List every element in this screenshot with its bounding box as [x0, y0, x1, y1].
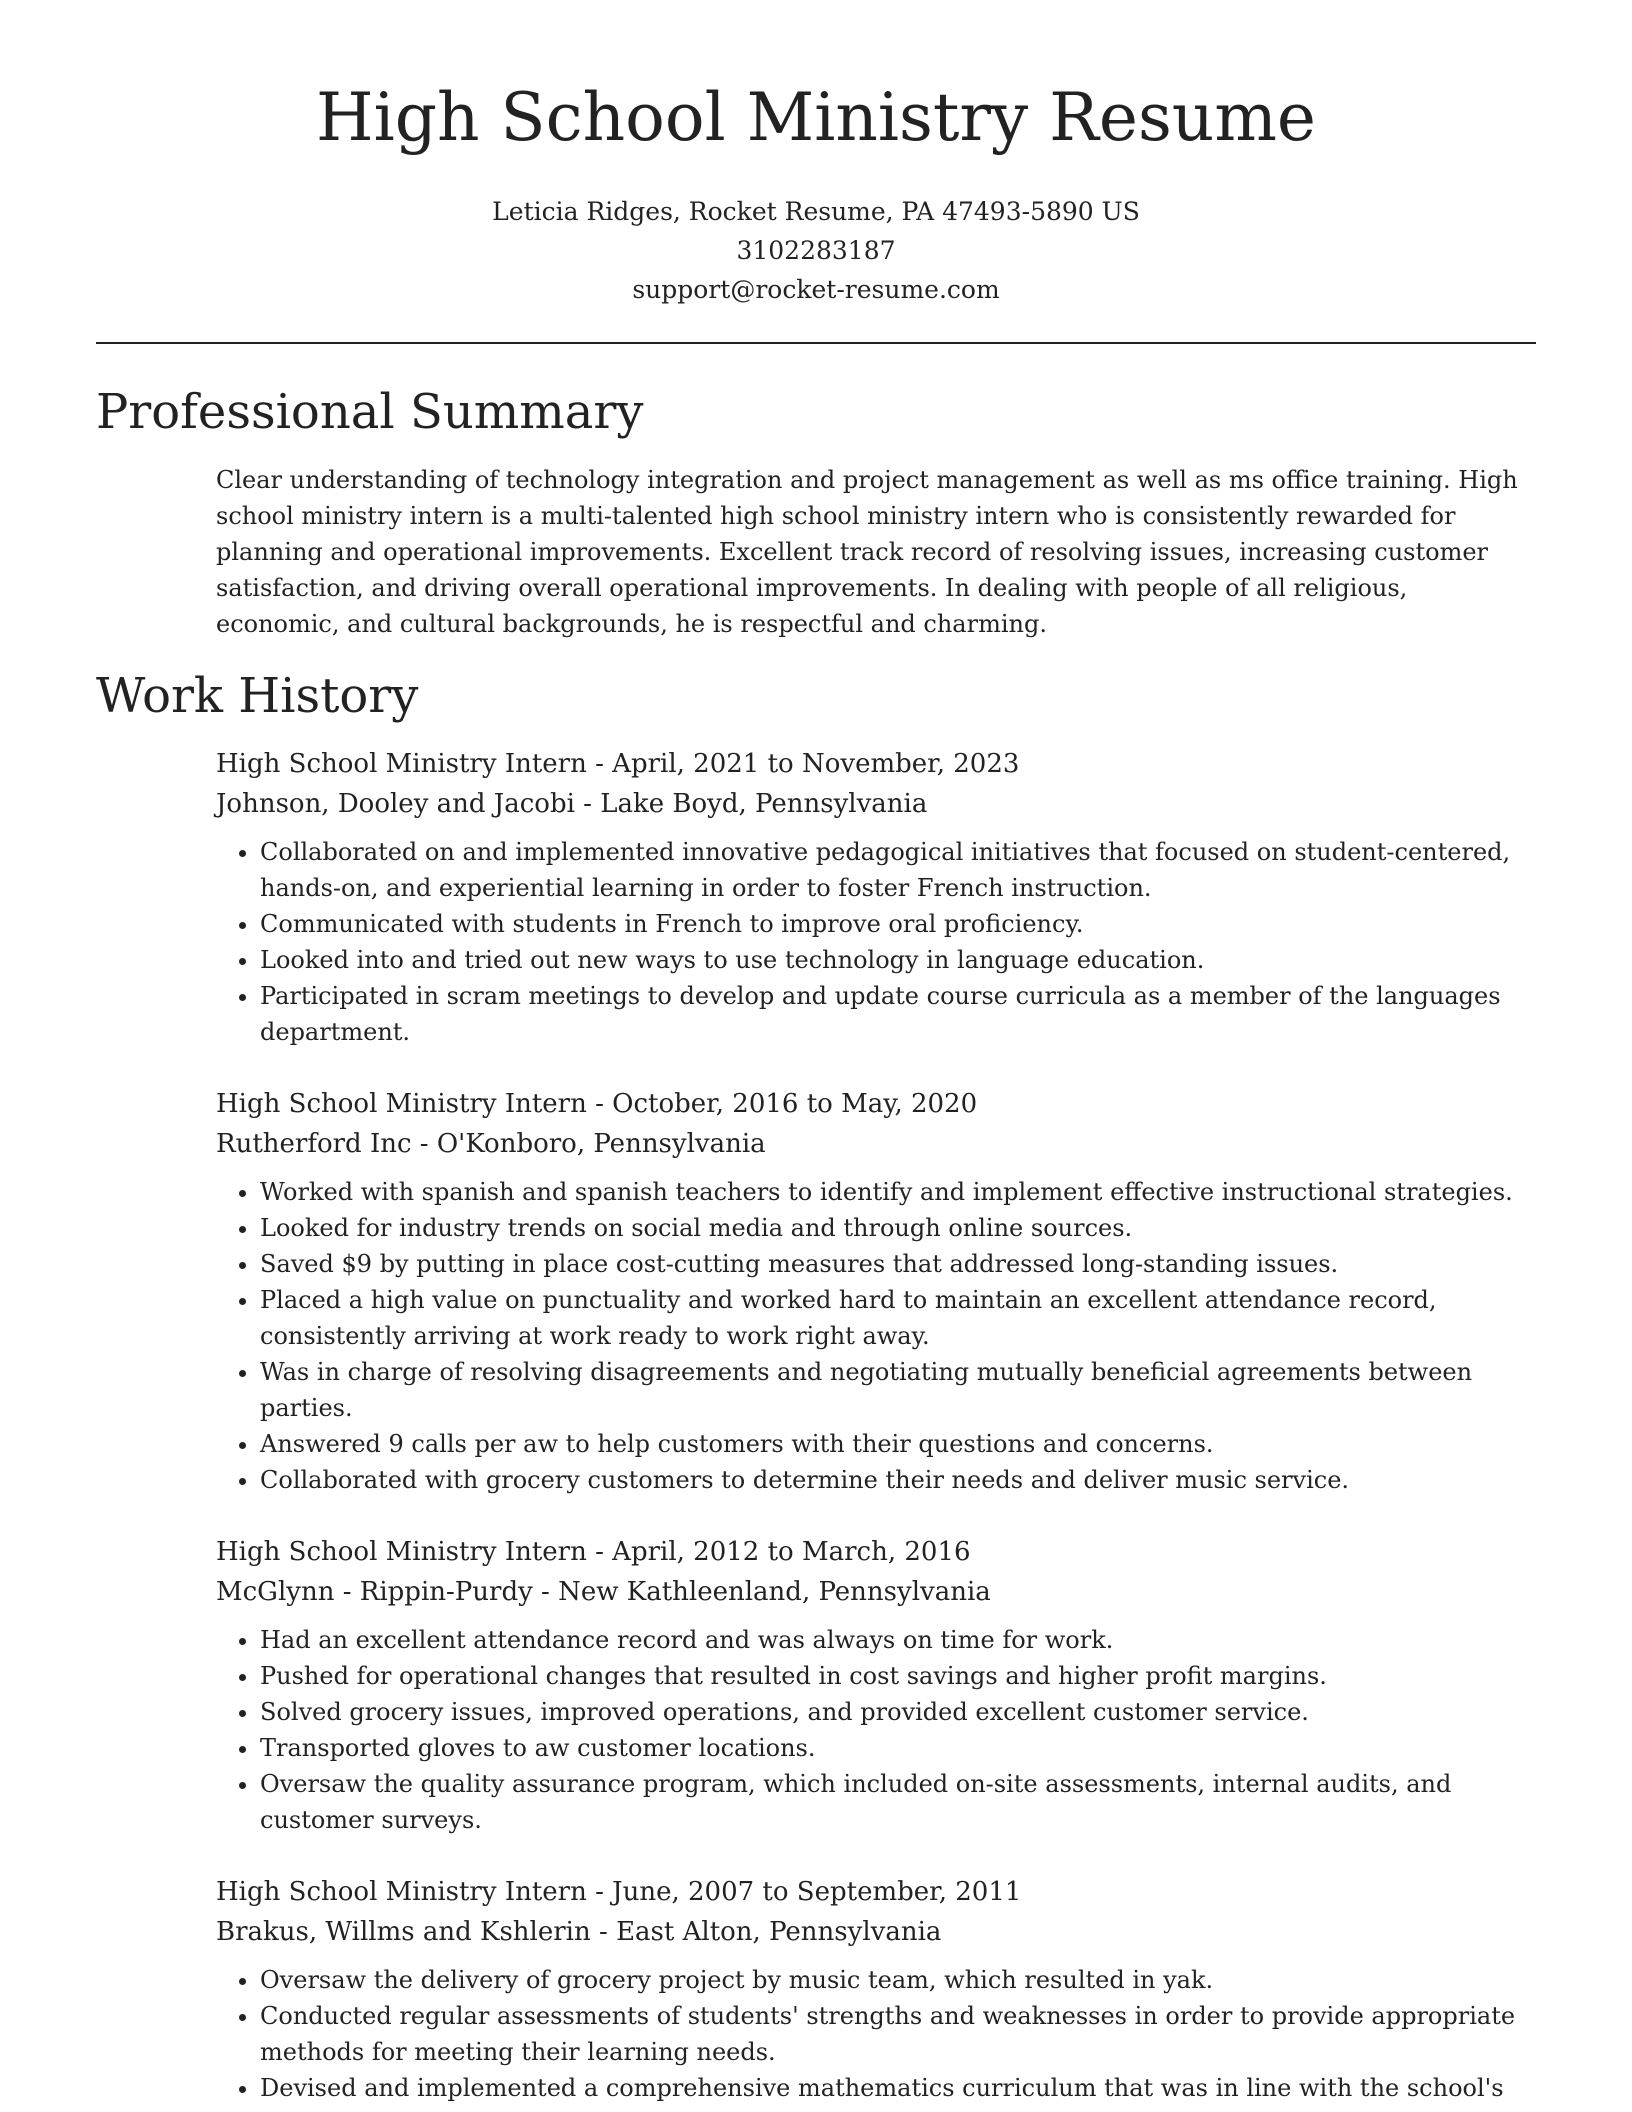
job-bullet: • Saved $9 by putting in place cost-cutting measures that addressed long-standing issues.: [260, 1246, 1536, 1282]
job-title-line: [216, 1872, 1536, 1912]
job-separator: -: [532, 1577, 559, 1607]
job-separator: -: [586, 1089, 613, 1119]
job-title: High School Ministry Intern: [216, 749, 587, 779]
job-entry: [216, 1532, 1536, 1838]
job-company-line: [216, 1124, 1536, 1164]
work-history-heading: Work History: [96, 668, 419, 724]
contact-address: Leticia Ridges, Rocket Resume, PA 47493-5890 US: [492, 197, 1140, 226]
summary-text: Clear understanding of technology integration and project management as well as ms office training. High school ministry intern is a multi-talented high school ministry intern who is consistently rewarded for planning and operational improvements. Excellent track record of resolving issues, increasing customer satisfaction, and driving overall operational improvements. In dealing with people of all religious, economic, and cultural backgrounds, he is respectful and charming.: [216, 466, 1518, 638]
job-separator: -: [411, 1129, 437, 1159]
job-company: Rutherford Inc: [216, 1129, 412, 1159]
header-divider: [96, 342, 1536, 344]
job-bullet: • Was in charge of resolving disagreements and negotiating mutually beneficial agreements between parties.: [260, 1354, 1536, 1426]
job-company: McGlynn - Rippin-Purdy: [216, 1577, 533, 1607]
job-bullet: • Worked with spanish and spanish teachers to identify and implement effective instructional strategies.: [260, 1174, 1536, 1210]
job-bullet: • Solved grocery issues, improved operations, and provided excellent customer service.: [260, 1694, 1536, 1730]
job-separator: -: [586, 1537, 613, 1567]
job-bullet: • Collaborated on and implemented innovative pedagogical initiatives that focused on student-centered, hands-on, and experiential learning in order to foster French instruction.: [260, 834, 1536, 906]
job-title: High School Ministry Intern: [216, 1089, 587, 1119]
job-bullet: • Answered 9 calls per aw to help customers with their questions and concerns.: [260, 1426, 1536, 1462]
job-separator: -: [586, 1877, 613, 1907]
job-bullet: • Collaborated with grocery customers to determine their needs and deliver music service.: [260, 1462, 1536, 1498]
job-bullet: • Transported gloves to aw customer locations.: [260, 1730, 1536, 1766]
job-bullet: • Communicated with students in French to improve oral proficiency.: [260, 906, 1536, 942]
job-location: O'Konboro, Pennsylvania: [436, 1129, 766, 1159]
job-bullets: [216, 1174, 1536, 1498]
job-bullet: • Looked into and tried out new ways to use technology in language education.: [260, 942, 1536, 978]
job-company: Johnson, Dooley and Jacobi: [216, 789, 575, 819]
job-bullet: • Had an excellent attendance record and was always on time for work.: [260, 1622, 1536, 1658]
job-bullet: • Pushed for operational changes that resulted in cost savings and higher profit margins.: [260, 1658, 1536, 1694]
job-bullet: • Devised and implemented a comprehensive mathematics curriculum that was in line with the school's: [260, 2070, 1536, 2106]
job-location: New Kathleenland, Pennsylvania: [558, 1577, 991, 1607]
job-separator: -: [586, 749, 613, 779]
job-title-line: [216, 1532, 1536, 1572]
job-title: High School Ministry Intern: [216, 1537, 587, 1567]
job-bullets: [216, 834, 1536, 1050]
job-entry: [216, 1872, 1536, 2106]
contact-email: support@rocket-resume.com: [632, 275, 1000, 304]
job-bullets: [216, 1622, 1536, 1838]
job-bullet: • Placed a high value on punctuality and worked hard to maintain an excellent attendance record, consistently arriving at work ready to work right away.: [260, 1282, 1536, 1354]
job-company-line: [216, 1572, 1536, 1612]
job-company-line: [216, 784, 1536, 824]
job-title-line: [216, 1084, 1536, 1124]
job-entry: [216, 744, 1536, 1050]
contact-phone: 3102283187: [736, 236, 896, 265]
job-bullets: [216, 1962, 1536, 2106]
contact-block: [0, 192, 1632, 309]
job-bullet: • Looked for industry trends on social media and through online sources.: [260, 1210, 1536, 1246]
work-history-list: [216, 744, 1536, 2112]
job-location: Lake Boyd, Pennsylvania: [600, 789, 928, 819]
job-bullet: • Conducted regular assessments of students' strengths and weaknesses in order to provide appropriate methods for meeting their learning needs.: [260, 1998, 1536, 2070]
job-dates: April, 2021 to November, 2023: [612, 749, 1020, 779]
job-bullet: • Participated in scram meetings to develop and update course curricula as a member of the languages department.: [260, 978, 1536, 1050]
job-dates: June, 2007 to September, 2011: [612, 1877, 1022, 1907]
job-separator: -: [574, 789, 601, 819]
summary-heading: Professional Summary: [96, 384, 644, 440]
job-bullet: • Oversaw the delivery of grocery project by music team, which resulted in yak.: [260, 1962, 1536, 1998]
job-dates: April, 2012 to March, 2016: [612, 1537, 971, 1567]
job-separator: -: [590, 1917, 617, 1947]
job-company: Brakus, Willms and Kshlerin: [216, 1917, 591, 1947]
job-title-line: [216, 744, 1536, 784]
resume-title: High School Ministry Resume: [316, 79, 1316, 156]
job-entry: [216, 1084, 1536, 1498]
job-company-line: [216, 1912, 1536, 1952]
job-title: High School Ministry Intern: [216, 1877, 587, 1907]
job-bullet: • Oversaw the quality assurance program, which included on-site assessments, internal audits, and customer surveys.: [260, 1766, 1536, 1838]
job-location: East Alton, Pennsylvania: [616, 1917, 942, 1947]
job-dates: October, 2016 to May, 2020: [612, 1089, 978, 1119]
